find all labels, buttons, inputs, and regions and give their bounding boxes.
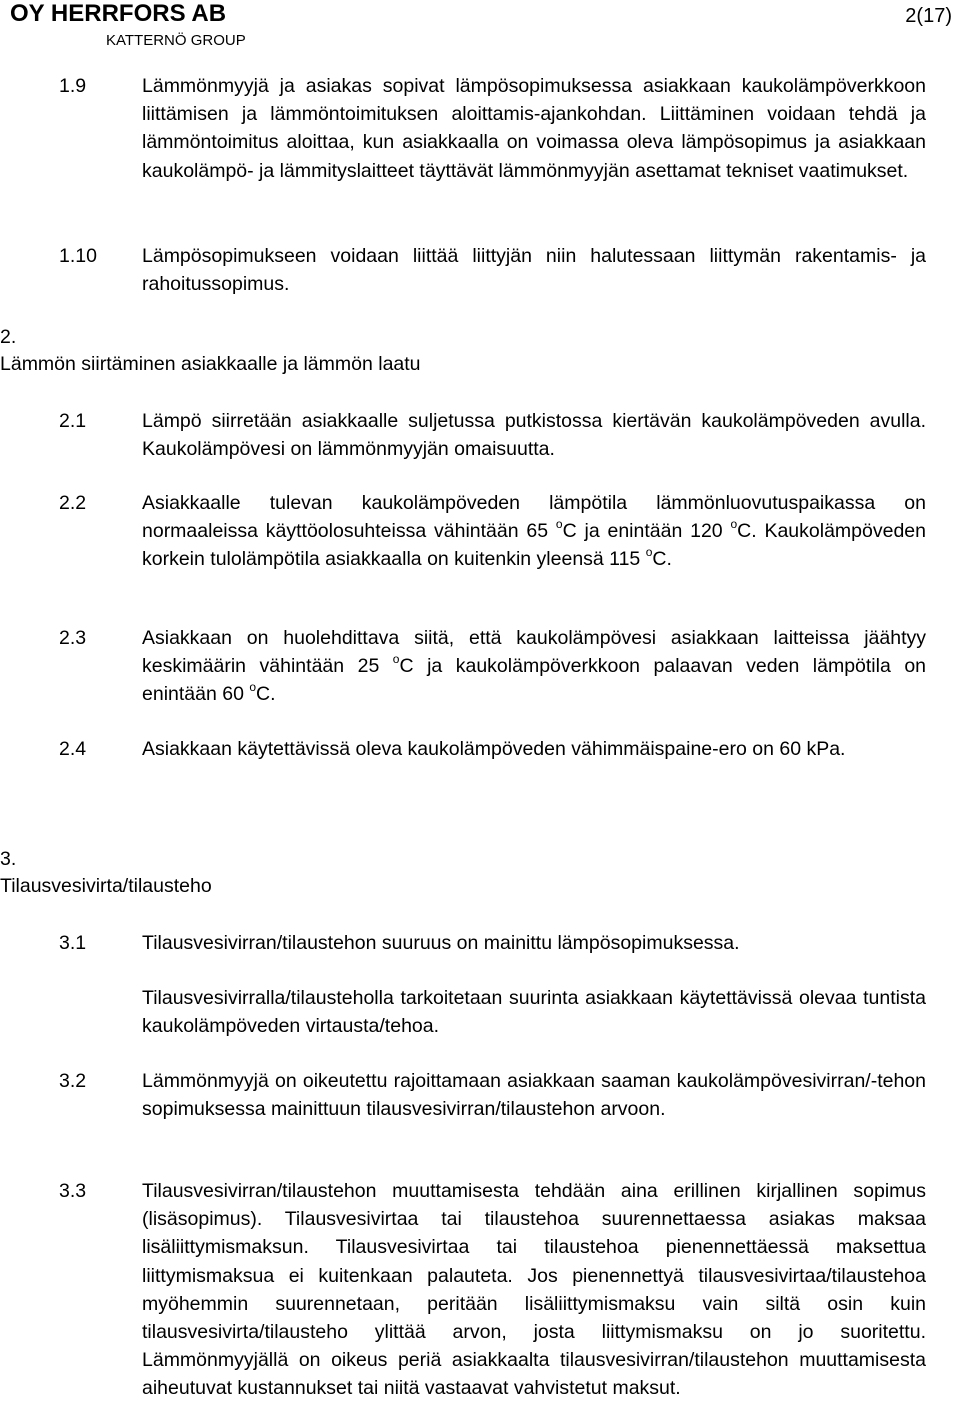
text-run: C. [652,548,672,571]
company-name: OY HERRFORS AB [10,0,227,27]
clause-paragraph: Tilausvesivirran/tilaustehon suuruus on mainittu lämpösopimuksessa. [142,932,740,954]
company-group: KATTERNÖ GROUP [106,32,246,49]
degree-mark: o [645,545,653,560]
clause-paragraph: Lämmönmyyjä ja asiakas sopivat lämpösopimuksessa asiakkaan kaukolämpöverkkoon liittämisen ja lämmöntoimituksen aloittamis-ajankohdan. Liittäminen voidaan tehdä ja lämmöntoimitus aloittaa, kun asiakkaalla on voimassa oleva lämpösopimus ja asiakkaan kaukolämpö- ja lämmityslaitteet täyttävät lämmönmyyjän asettamat tekniset vaatimukset. [142,75,926,182]
section-title: Tilausvesivirta/tilausteho [0,875,212,897]
clause-number: 3.3 [59,1180,87,1202]
clause-text [142,407,926,463]
text-run: C. Kaukolämpöveden korkein tulolämpötila asiakkaalla on kuitenkin yleensä 115 [142,520,926,571]
degree-mark: o [249,680,257,695]
clause-number: 1.10 [59,245,97,267]
clause-text [142,929,926,1041]
clause-text [142,1177,926,1403]
clause-number: 3.2 [59,1070,87,1092]
clause-number: 3.1 [59,932,87,954]
degree-mark: o [392,652,400,667]
clause-paragraph: Lämmönmyyjä on oikeutettu rajoittamaan asiakkaan saaman kaukolämpövesivirran/-tehon sopimuksessa mainittuun tilausvesivirran/tilaustehon arvoon. [142,1070,926,1121]
clause-text [142,242,926,298]
clause-paragraph: Lämpö siirretään asiakkaalle suljetussa putkistossa kiertävän kaukolämpöveden avulla. Kaukolämpövesi on lämmönmyyjän omaisuutta. [142,410,926,461]
degree-mark: o [555,517,563,532]
clause-paragraph: Tilausvesivirralla/tilausteholla tarkoitetaan suurinta asiakkaan käytettävissä olevaa tuntista kaukolämpöveden virtausta/tehoa. [142,987,926,1038]
clause-number: 1.9 [59,75,87,97]
clause-paragraph: Lämpösopimukseen voidaan liittää liittyjän niin halutessaan liittymän rakentamis- ja rahoitussopimus. [142,245,926,296]
text-run: C ja enintään 120 [562,520,731,543]
text-run: C ja kaukolämpöverkkoon palaavan veden lämpötila on enintään 60 [142,655,927,706]
clause-paragraph [142,624,926,709]
page-number: 2(17) [905,5,952,27]
clause-text [142,489,926,574]
clause-text [142,72,926,185]
text-run: C. [256,683,276,706]
clause-paragraph [142,489,926,574]
clause-number: 2.3 [59,627,87,649]
section-title: Lämmön siirtäminen asiakkaalle ja lämmön laatu [0,353,421,375]
clause-number: 2.2 [59,492,87,514]
clause-text [142,1067,926,1123]
section-number: 2. [0,326,17,348]
clause-paragraph: Tilausvesivirran/tilaustehon muuttamisesta tehdään aina erillinen kirjallinen sopimus (lisäsopimus). Tilausvesivirtaa tai tilaustehoa suurennettaessa asiakas maksaa lisäliittymismaksun. Tilausvesivirtaa tai tilaustehoa pienennettäessä maksettua liittymismaksua ei kuitenkaan palauteta. Jos pienennettyä tilausvesivirtaa/tilaustehoa myöhemmin suurennetaan, peritään lisäliittymismaksu vain siltä osin kuin tilausvesivirta/tilausteho ylittää arvon, josta liittymismaksu on jo suoritettu. Lämmönmyyjällä on oikeus periä asiakkaalta tilausvesivirran/tilaustehon muuttamisesta aiheutuvat kustannukset tai niitä vastaavat vahvistetut maksut. [142,1180,926,1400]
clause-number: 2.1 [59,410,87,432]
clause-text [142,624,926,709]
text-run: Asiakkaan on huolehdittava siitä, että kaukolämpövesi asiakkaan laitteissa jäähtyy keskimäärin vähintään 25 [142,627,926,678]
text-run: Asiakkaalle tulevan kaukolämpöveden lämpötila lämmönluovutuspaikassa on normaaleissa käyttöolosuhteissa vähintään 65 [142,492,926,543]
clause-text [142,735,926,763]
clause-number: 2.4 [59,738,87,760]
degree-mark: o [730,517,738,532]
section-number: 3. [0,848,17,870]
clause-paragraph: Asiakkaan käytettävissä oleva kaukolämpöveden vähimmäispaine-ero on 60 kPa. [142,738,846,760]
